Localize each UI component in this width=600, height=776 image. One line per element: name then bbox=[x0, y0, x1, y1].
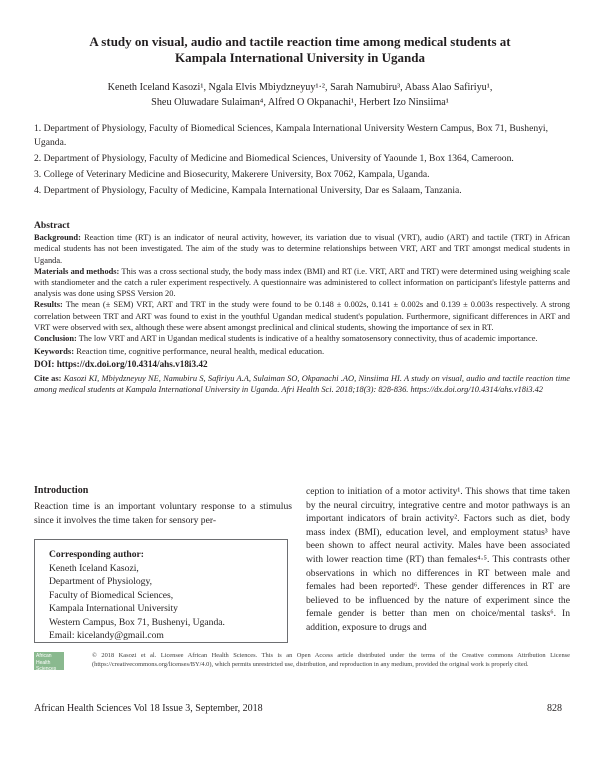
corresponding-line: Department of Physiology, bbox=[49, 576, 153, 587]
abstract-methods bbox=[34, 266, 570, 300]
license-notice: © 2018 Kasozi et al. Licensee African Health Sciences. This is an Open Access article distributed under the terms of the Creative commons Attribution License (https://creativecommons.org/licenses/BY/4.0), which permits unrestricted use, distribution, and reproduction in any medium, provided the original work is properly cited. bbox=[92, 652, 570, 669]
conclusion-label: Conclusion: bbox=[34, 334, 77, 344]
title-line-2: Kampala International University in Uganda bbox=[175, 50, 425, 65]
affiliation-1: 1. Department of Physiology, Faculty of Biomedical Sciences, Kampala International University Western Campus, Box 71, Bushenyi, Uganda. bbox=[34, 123, 548, 148]
doi-link[interactable]: https://dx.doi.org/10.4314/ahs.v18i3.42 bbox=[56, 359, 208, 370]
keywords-label: Keywords: bbox=[34, 346, 75, 357]
introduction-left-column: Reaction time is an important voluntary response to a stimulus since it involves the time taken for sensory per- bbox=[34, 501, 292, 526]
article-title bbox=[60, 34, 540, 66]
introduction-right-column: ception to initiation of a motor activity¹. This shows that time taken by the neural circuitry, integrative centre and motor pathways is an important indicators of brain activity². Factors such as diet, body mass index (BMI), education level, and employment status³ have been shown to affect neural activity. Males have been associated with lower reaction time (RT) than females⁴·⁵. This contrasts other observations in which no differences in RT between male and females had been reported⁶. These gender differences in RT are believed to be influenced by the nature of experiment since the female gender is better than men on choice/mental tasks⁶. In addition, exposure to drugs and bbox=[306, 486, 570, 633]
methods-label: Materials and methods: bbox=[34, 266, 120, 276]
abstract-section bbox=[34, 220, 570, 395]
abstract-background bbox=[34, 232, 570, 266]
author-list bbox=[40, 80, 560, 110]
authors-line-1: Keneth Iceland Kasozi¹, Ngala Elvis Mbiydzneyuy¹·², Sarah Namubiru³, Abass Alao Safiriyu¹, bbox=[107, 82, 493, 93]
cite-as bbox=[34, 373, 570, 395]
introduction-heading: Introduction bbox=[34, 485, 89, 496]
cite-text: Kasozi KI, Mbiydzneyuy NE, Namubiru S, Safiriyu A.A, Sulaiman SO, Okpanachi .AO, Ninsiima HI. A study on visual, audio and tactile reaction time among medical students at Kampala International University in Uganda. Afri Health Sci. 2018;18(3): 828-836. https://dx.doi.org/10.4314/ahs.v18i3.42 bbox=[34, 373, 571, 394]
title-line-1: A study on visual, audio and tactile reaction time among medical students at bbox=[89, 34, 511, 49]
journal-logo: African Health Sciences bbox=[34, 652, 64, 670]
doi-line bbox=[34, 359, 570, 370]
abstract-conclusion bbox=[34, 333, 570, 344]
corresponding-line: Western Campus, Box 71, Bushenyi, Uganda. bbox=[49, 616, 225, 628]
corresponding-line: Kampala International University bbox=[49, 603, 178, 614]
corresponding-line: Keneth Iceland Kasozi, bbox=[49, 562, 139, 574]
abstract-heading: Abstract bbox=[34, 220, 70, 231]
corresponding-email[interactable]: Email: kicelandy@gmail.com bbox=[49, 630, 164, 641]
journal-footer: African Health Sciences Vol 18 Issue 3, September, 2018 bbox=[34, 703, 263, 714]
page-number: 828 bbox=[547, 703, 562, 714]
cite-label: Cite as: bbox=[34, 373, 62, 383]
affiliations bbox=[34, 122, 570, 200]
affiliation-2: 2. Department of Physiology, Faculty of Medicine and Biomedical Sciences, University of Yaounde 1, Box 1364, Cameroon. bbox=[34, 153, 514, 164]
corresponding-line: Faculty of Biomedical Sciences, bbox=[49, 589, 174, 601]
methods-text: This was a cross sectional study, the body mass index (BMI) and RT (i.e. VRT, ART and TRT) were determined using weighing scale with standiometer and the catch a ruler experiment respectively. A questionnaire was administered to collect information on participant's lifestyle patterns and analysis was done using SPSS Version 20. bbox=[34, 266, 570, 299]
corresponding-author-box bbox=[34, 539, 288, 643]
doi-label: DOI: bbox=[34, 359, 55, 370]
affiliation-3: 3. College of Veterinary Medicine and Biosecurity, Makerere University, Box 7062, Kampala, Uganda. bbox=[34, 169, 430, 180]
keywords bbox=[34, 346, 570, 357]
conclusion-text: The low VRT and ART in Ugandan medical students is indicative of a healthy somatosensory connectivity, thus of academic importance. bbox=[78, 334, 538, 344]
corresponding-heading: Corresponding author: bbox=[49, 549, 144, 560]
abstract-results bbox=[34, 299, 570, 333]
keywords-text: Reaction time, cognitive performance, neural health, medical education. bbox=[76, 346, 325, 357]
affiliation-4: 4. Department of Physiology, Faculty of Medicine, Kampala International University, Dar es Salaam, Tanzania. bbox=[34, 185, 462, 196]
background-text: Reaction time (RT) is an indicator of neural activity, however, its variation due to visual (VRT), audio (ART) and tactile (TRT) in African medical students has not been investigated. The aim of the study was to determine relationships between VRT, ART and TRT amongst medical students in Uganda. bbox=[34, 233, 570, 265]
authors-line-2: Sheu Oluwadare Sulaiman⁴, Alfred O Okpanachi¹, Herbert Izo Ninsiima¹ bbox=[151, 97, 449, 108]
results-label: Results: bbox=[34, 300, 63, 310]
results-text: The mean (± SEM) VRT, ART and TRT in the study were found to be 0.148 ± 0.002s, 0.141 ± 0.002s and 0.139 ± 0.003s respectively. A strong correlation between TRT and ART was found to exist in the youthful Ugandan medical student's population. Furthermore, significant differences in ART and VRT were observed with sex, although these were absent amongst preclinical and clinical students, showing the importance of sex in RT. bbox=[34, 300, 570, 332]
background-label: Background: bbox=[34, 233, 81, 243]
